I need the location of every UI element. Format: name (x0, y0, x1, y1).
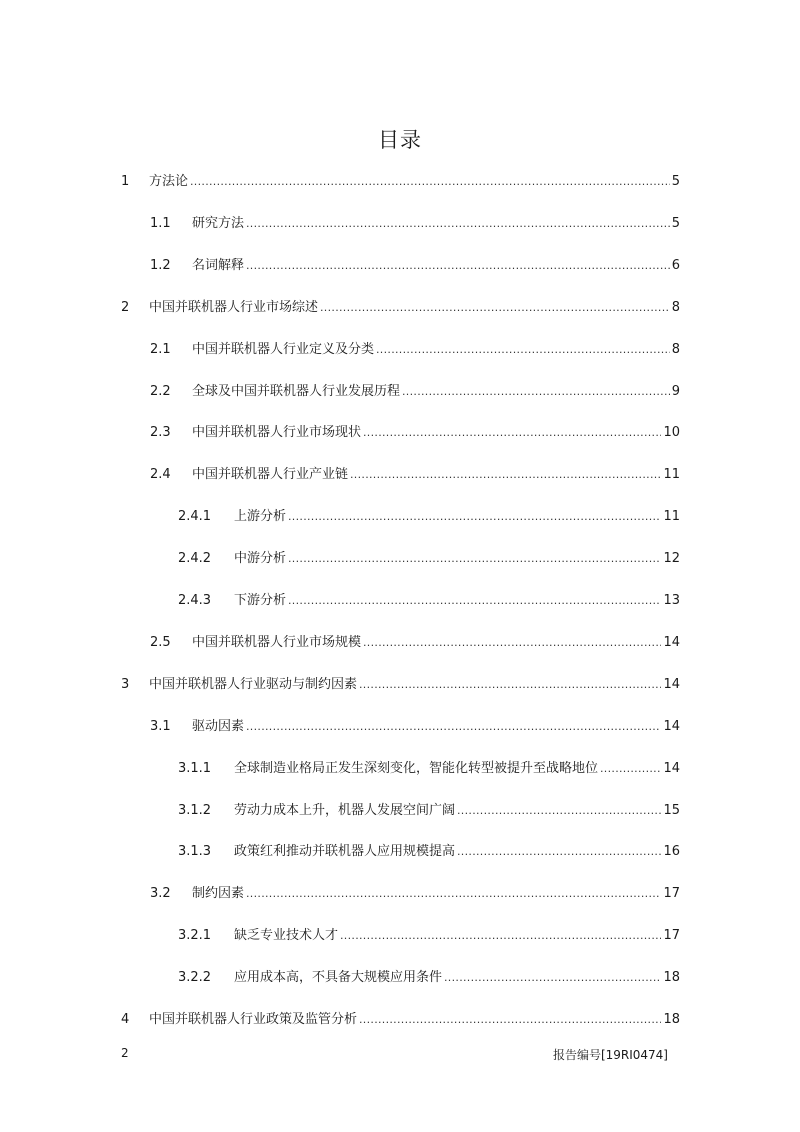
toc-entry[interactable] (0, 717, 680, 737)
toc-entry-number: 3.1.3 (178, 844, 212, 859)
toc-entry-title: 中国并联机器人行业市场现状 (192, 425, 362, 440)
toc-entry-title: 驱动因素 (192, 719, 245, 734)
toc-entry[interactable] (0, 926, 680, 946)
toc-entry-number: 2.3 (150, 425, 171, 440)
toc-leader-dots (246, 256, 670, 276)
toc-leader-dots (444, 968, 661, 988)
toc-leader-dots (359, 675, 661, 695)
toc-entry-number: 2.4.3 (178, 593, 212, 608)
toc-entry-title: 方法论 (149, 174, 189, 189)
toc-entry-number: 2.5 (150, 635, 171, 650)
toc-leader-dots (288, 549, 661, 569)
toc-entry-page: 17 (663, 928, 680, 943)
toc-entry-title: 政策红利推动并联机器人应用规模提高 (234, 844, 456, 859)
toc-entry[interactable] (0, 675, 680, 695)
toc-entry[interactable] (0, 842, 680, 862)
toc-entry-page: 8 (671, 300, 680, 315)
toc-entry-number: 3.1.2 (178, 803, 212, 818)
toc-leader-dots (457, 842, 661, 862)
toc-entry[interactable] (0, 382, 680, 402)
footer-page-number: 2 (121, 1046, 129, 1060)
toc-entry-page: 9 (671, 384, 680, 399)
toc-entry-page: 16 (663, 844, 680, 859)
toc-entry[interactable] (0, 340, 680, 360)
toc-entry-title: 劳动力成本上升，机器人发展空间广阔 (234, 803, 456, 818)
toc-leader-dots (288, 507, 661, 527)
toc-entry-title: 中国并联机器人行业市场综述 (149, 300, 319, 315)
toc-leader-dots (246, 717, 661, 737)
toc-entry-page: 18 (663, 1012, 680, 1027)
toc-entry-page: 14 (663, 761, 680, 776)
toc-entry-page: 15 (663, 803, 680, 818)
toc-entry-title: 中国并联机器人行业产业链 (192, 467, 349, 482)
toc-entry[interactable] (0, 549, 680, 569)
toc-leader-dots (246, 214, 670, 234)
toc-entry-title: 全球制造业格局正发生深刻变化，智能化转型被提升至战略地位 (234, 761, 599, 776)
toc-entry[interactable] (0, 884, 680, 904)
toc-entry-title: 上游分析 (234, 509, 287, 524)
toc-entry[interactable] (0, 465, 680, 485)
toc-entry-page: 10 (663, 425, 680, 440)
toc-entry-title: 全球及中国并联机器人行业发展历程 (192, 384, 401, 399)
toc-entry-title: 缺乏专业技术人才 (234, 928, 339, 943)
toc-entry-number: 2.1 (150, 342, 171, 357)
toc-entry-page: 18 (663, 970, 680, 985)
toc-entry-number: 3.2.2 (178, 970, 212, 985)
toc-entry-title: 中游分析 (234, 551, 287, 566)
toc-entry-number: 2 (121, 300, 130, 315)
toc-entry-number: 3.2 (150, 886, 171, 901)
toc-entry-number: 2.2 (150, 384, 171, 399)
toc-entry-title: 研究方法 (192, 216, 245, 231)
toc-entry-page: 14 (663, 635, 680, 650)
toc-entry-title: 中国并联机器人行业政策及监管分析 (149, 1012, 358, 1027)
toc-leader-dots (350, 465, 661, 485)
toc-entry-title: 名词解释 (192, 258, 245, 273)
toc-entry-page: 14 (663, 719, 680, 734)
toc-entry[interactable] (0, 214, 680, 234)
toc-entry-page: 14 (663, 677, 680, 692)
toc-entry-page: 6 (671, 258, 680, 273)
toc-leader-dots (359, 1010, 661, 1030)
toc-leader-dots (288, 591, 661, 611)
toc-entry-page: 11 (663, 509, 680, 524)
toc-leader-dots (457, 801, 661, 821)
toc-leader-dots (340, 926, 661, 946)
toc-leader-dots (320, 298, 670, 318)
toc-entry[interactable] (0, 591, 680, 611)
toc-entry-title: 下游分析 (234, 593, 287, 608)
toc-entry-page: 5 (671, 216, 680, 231)
page-title: 目录 (378, 128, 422, 152)
toc-entry-page: 17 (663, 886, 680, 901)
toc-entry-title: 中国并联机器人行业市场规模 (192, 635, 362, 650)
toc-entry[interactable] (0, 968, 680, 988)
toc-entry[interactable] (0, 1010, 680, 1030)
footer-report-id: 报告编号[19RI0474] (552, 1048, 668, 1062)
toc-entry-number: 4 (121, 1012, 130, 1027)
toc-entry-page: 12 (663, 551, 680, 566)
toc-entry-number: 3.2.1 (178, 928, 212, 943)
toc-leader-dots (600, 759, 661, 779)
toc-leader-dots (363, 633, 661, 653)
toc-entry-title: 中国并联机器人行业定义及分类 (192, 342, 375, 357)
toc-entry[interactable] (0, 298, 680, 318)
toc-entry[interactable] (0, 633, 680, 653)
toc-entry-page: 11 (663, 467, 680, 482)
toc-entry-title: 制约因素 (192, 886, 245, 901)
toc-leader-dots (190, 172, 670, 192)
toc-entry-page: 5 (671, 174, 680, 189)
toc-entry-number: 2.4 (150, 467, 171, 482)
toc-entry[interactable] (0, 801, 680, 821)
toc-leader-dots (363, 423, 661, 443)
toc-entry-page: 13 (663, 593, 680, 608)
toc-entry[interactable] (0, 423, 680, 443)
toc-entry-number: 3 (121, 677, 130, 692)
toc-entry[interactable] (0, 172, 680, 192)
toc-entry-number: 3.1.1 (178, 761, 212, 776)
toc-entry-number: 3.1 (150, 719, 171, 734)
toc-entry-number: 2.4.2 (178, 551, 212, 566)
toc-entry[interactable] (0, 507, 680, 527)
toc-leader-dots (402, 382, 670, 402)
toc-entry-number: 1 (121, 174, 130, 189)
toc-entry-number: 2.4.1 (178, 509, 212, 524)
toc-entry[interactable] (0, 759, 680, 779)
toc-entry-number: 1.2 (150, 258, 171, 273)
toc-entry-title: 应用成本高，不具备大规模应用条件 (234, 970, 443, 985)
toc-leader-dots (246, 884, 661, 904)
toc-entry[interactable] (0, 256, 680, 276)
toc-entry-page: 8 (671, 342, 680, 357)
toc-entry-number: 1.1 (150, 216, 171, 231)
toc-entry-title: 中国并联机器人行业驱动与制约因素 (149, 677, 358, 692)
toc-leader-dots (376, 340, 670, 360)
